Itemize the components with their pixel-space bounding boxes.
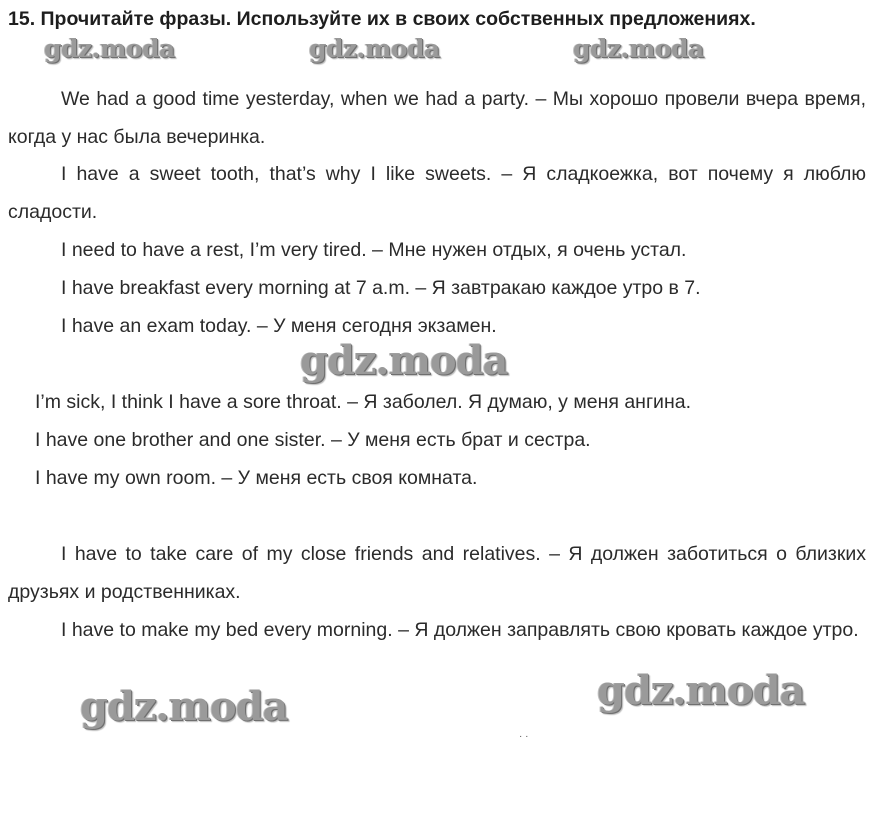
sentence-line: I have breakfast every morning at 7 a.m. – Я завтракаю каждое утро в 7. <box>61 277 701 299</box>
watermark: gdz.moda <box>300 337 508 384</box>
exercise-heading: 15. Прочитайте фразы. Используйте их в своих собственных предложениях. <box>8 8 756 30</box>
sentence-paragraph: I have to take care of my close friends and relatives. – Я должен заботиться о близких друзьях и родственниках. <box>8 543 866 603</box>
sentence-line: I need to have a rest, I’m very tired. – Мне нужен отдых, я очень устал. <box>61 239 687 261</box>
watermark: gdz.moda <box>597 667 805 714</box>
watermark: gdz.moda <box>80 683 288 730</box>
sentence-paragraph: I have a sweet tooth, that’s why I like sweets. – Я сладкоежка, вот почему я люблю сладости. <box>8 163 866 223</box>
sentence-line: I have an exam today. – У меня сегодня экзамен. <box>61 315 497 337</box>
sentence-line: I have my own room. – У меня есть своя комната. <box>35 467 478 489</box>
sentence-paragraph: I have to make my bed every morning. – Я должен заправлять свою кровать каждое утро. <box>61 619 859 641</box>
watermark: gdz.moda <box>44 34 175 63</box>
sentence-line: I’m sick, I think I have a sore throat. – Я заболел. Я думаю, у меня ангина. <box>35 391 691 413</box>
watermark: gdz.moda <box>309 34 440 63</box>
watermark: gdz.moda <box>573 34 704 63</box>
sentence-paragraph: We had a good time yesterday, when we had a party. – Мы хорошо провели вчера время, когда у нас была вечеринка. <box>8 88 866 148</box>
scan-mark: · · <box>519 731 529 742</box>
sentence-line: I have one brother and one sister. – У меня есть брат и сестра. <box>35 429 591 451</box>
